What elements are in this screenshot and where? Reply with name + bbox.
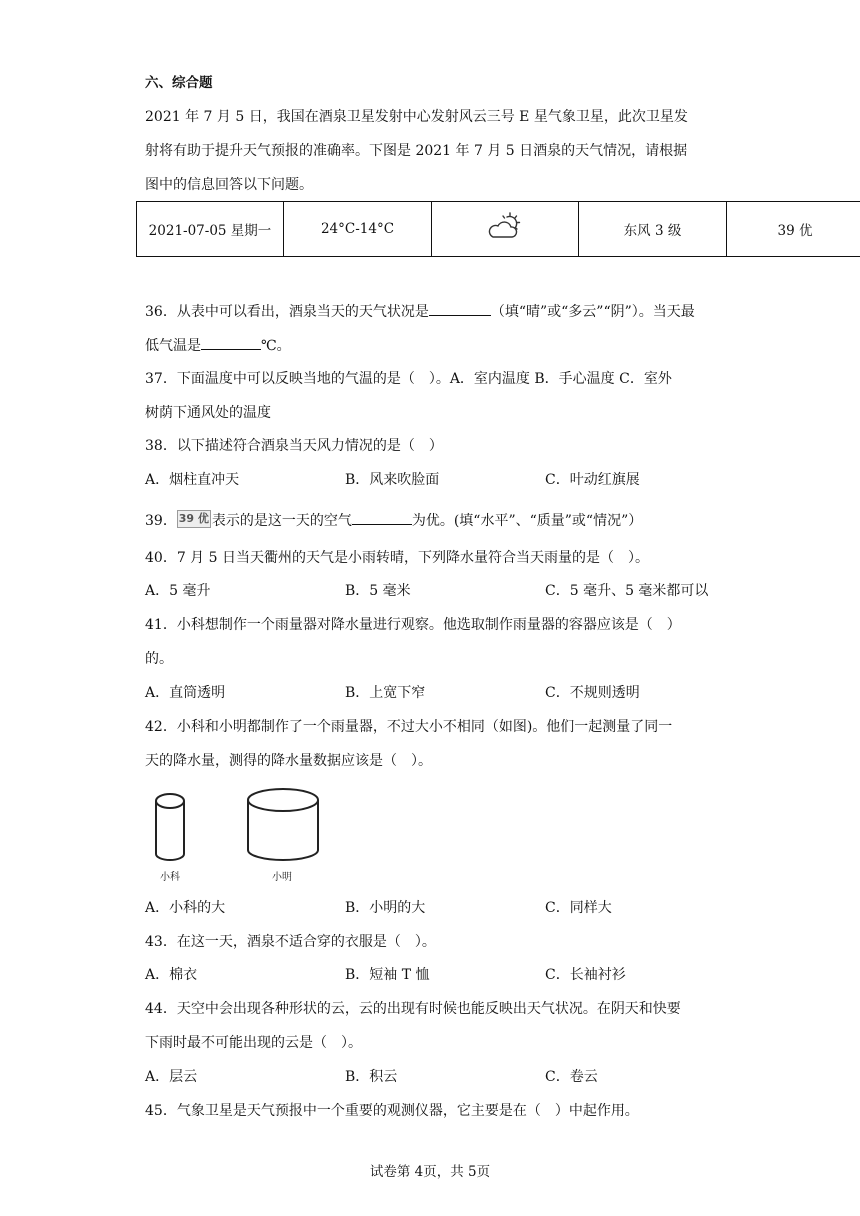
weather-table [136,201,860,257]
weather-icon-cell [432,202,579,257]
question-41-option-b: B．上宽下窄 [345,685,426,701]
weather-air-quality-cell: 39 优 [727,202,860,257]
question-44-option-c: C．卷云 [545,1069,598,1085]
air-quality-badge: 39 优 [177,510,211,528]
question-36-line-1: 36．从表中可以看出，酒泉当天的天气状况是 （填“晴”或“多云”“阴”）。当天最 [145,301,695,322]
question-42-option-c: C．同样大 [545,900,612,916]
intro-line-1: 2021 年 7 月 5 日，我国在酒泉卫星发射中心发射风云三号 E 星气象卫星，此次卫星发 [145,109,688,125]
question-44-line-2: 下雨时最不可能出现的云是（ ）。 [145,1035,362,1051]
question-40-option-c: C．5 毫升、5 毫米都可以 [545,583,709,599]
page-footer: 试卷第 4页，共 5页 [369,1164,491,1180]
question-38-option-c: C．叶动红旗展 [545,472,640,488]
question-40-stem: 40．7 月 5 日当天衢州的天气是小雨转晴，下列降水量符合当天雨量的是（ ）。 [145,550,649,566]
question-43-option-b: B．短袖 T 恤 [345,967,430,983]
question-41-line-1: 41．小科想制作一个雨量器对降水量进行观察。他选取制作雨量器的容器应该是（ ） [145,617,681,633]
intro-line-2: 射将有助于提升天气预报的准确率。下图是 2021 年 7 月 5 日酒泉的天气情况，请根据 [145,143,688,159]
question-41-option-a: A．直筒透明 [145,685,226,701]
question-36-line-2: 低气温是 ℃。 [145,335,291,356]
question-43-option-a: A．棉衣 [145,967,198,983]
question-41-line-2: 的。 [145,651,173,667]
question-42-line-2: 天的降水量，测得的降水量数据应该是（ ）。 [145,753,432,769]
question-38-stem: 38．以下描述符合酒泉当天风力情况的是（ ） [145,438,443,454]
question-42-line-1: 42．小科和小明都制作了一个雨量器，不过大小不相同（如图)。他们一起测量了同一 [145,719,673,735]
small-gauge-top [156,794,184,808]
question-44-line-1: 44．天空中会出现各种形状的云，云的出现有时候也能反映出天气状况。在阴天和快要 [145,1001,681,1017]
question-39: 39． 39 优 表示的是这一天的空气 为优。(填“水平”、“质量”或“情况”） [145,512,643,529]
partly-cloudy-icon [485,212,525,242]
answer-blank [429,301,491,316]
question-41-option-c: C．不规则透明 [545,685,640,701]
question-45-stem: 45．气象卫星是天气预报中一个重要的观测仪器，它主要是在（ ）中起作用。 [145,1103,639,1119]
figure-label-xiaoke: 小科 [160,872,180,883]
question-40-option-b: B．5 毫米 [345,583,411,599]
rain-gauge-figure [150,784,340,864]
weather-temperature-cell: 24°C-14°C [284,202,432,257]
question-44-option-b: B．积云 [345,1069,398,1085]
question-38-option-a: A．烟柱直冲天 [145,472,240,488]
question-44-option-a: A．层云 [145,1069,198,1085]
question-37-line-1: 37．下面温度中可以反映当地的气温的是（ ）。A．室内温度 B．手心温度 C．室外 [145,371,672,387]
answer-blank [201,335,261,350]
section-title: 六、综合题 [145,75,213,91]
weather-date-cell: 2021-07-05 星期一 [137,202,284,257]
question-37-line-2: 树荫下通风处的温度 [145,405,271,421]
question-42-option-a: A．小科的大 [145,900,226,916]
question-38-option-b: B．风来吹脸面 [345,472,440,488]
question-43-option-c: C．长袖衬衫 [545,967,626,983]
question-40-option-a: A．5 毫升 [145,583,211,599]
question-42-option-b: B．小明的大 [345,900,426,916]
question-43-stem: 43．在这一天，酒泉不适合穿的衣服是（ ）。 [145,934,436,950]
weather-wind-cell: 东风 3 级 [579,202,727,257]
answer-blank [352,510,412,525]
intro-line-3: 图中的信息回答以下问题。 [145,177,313,193]
figure-label-xiaoming: 小明 [272,872,292,883]
large-gauge-top [248,789,318,811]
